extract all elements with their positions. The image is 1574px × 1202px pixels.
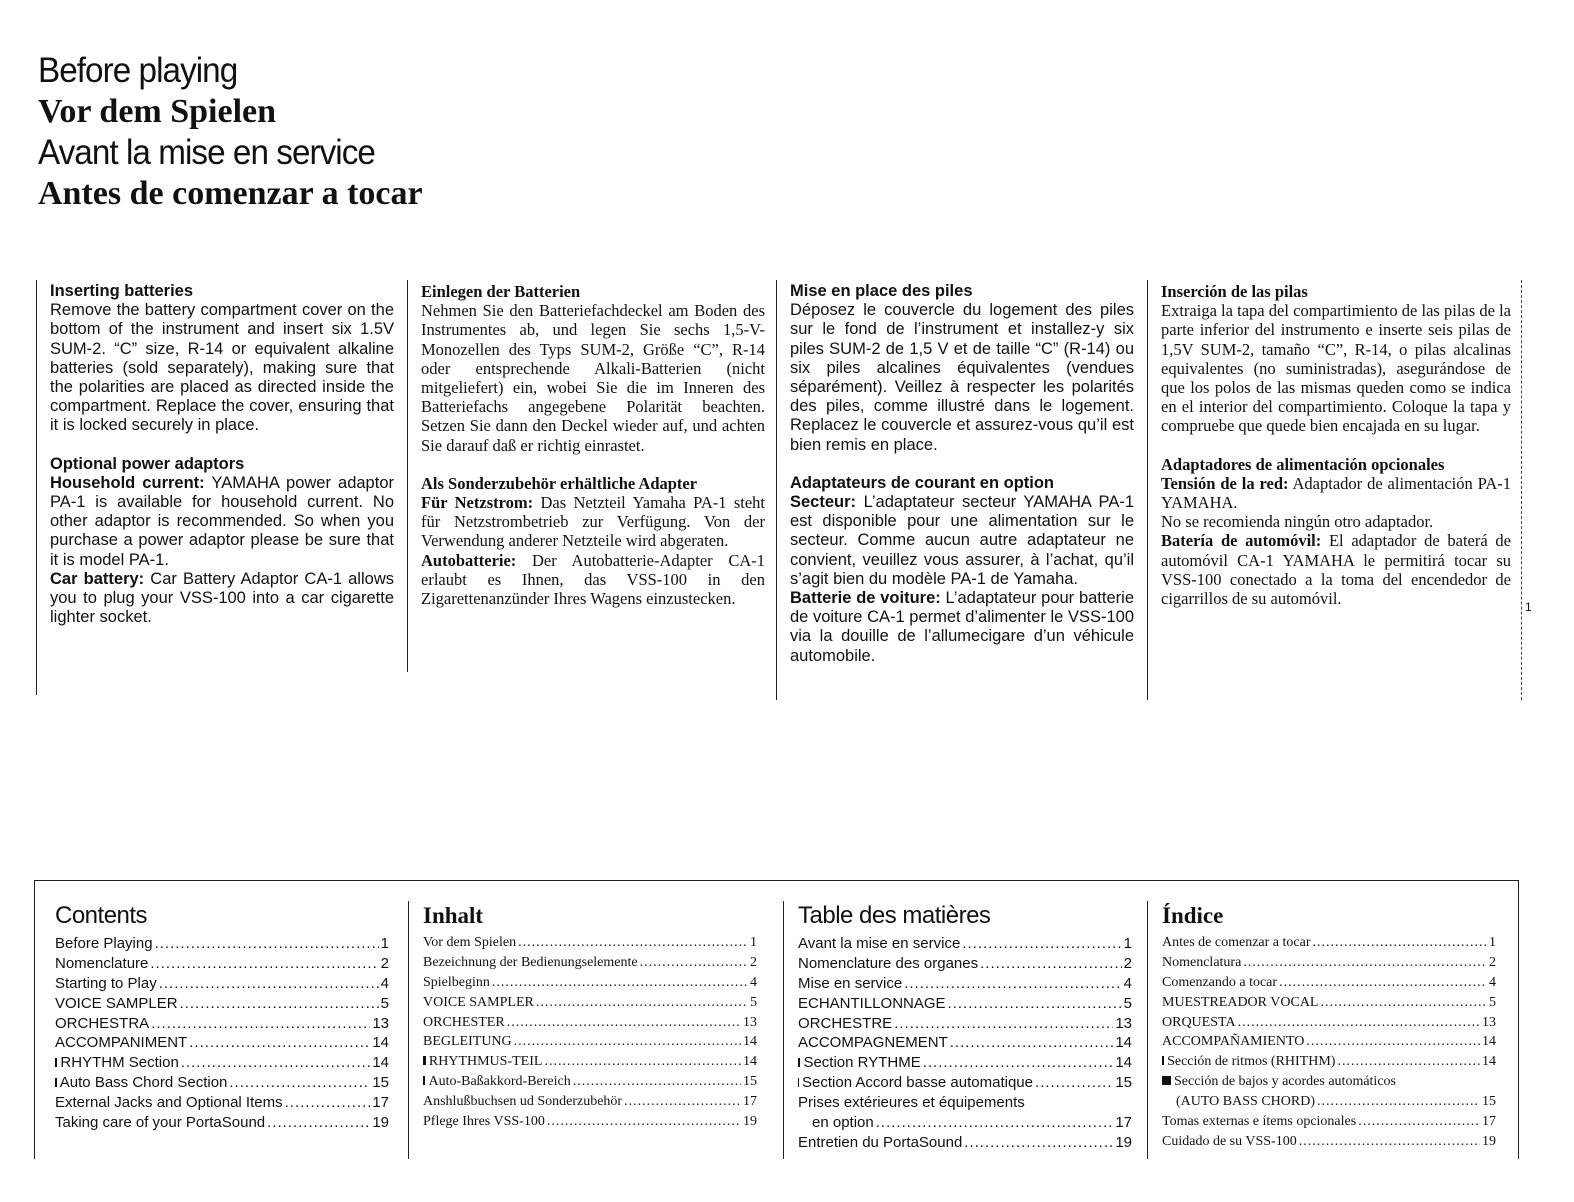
toc-item-label: Bezeichnung der Bedienungselemente: [423, 954, 638, 970]
column-spanish: [1147, 280, 1522, 700]
toc-item-label: Sección de bajos y acordes automáticos: [1174, 1074, 1396, 1090]
heading-inserting-batteries: Inserting batteries: [50, 282, 194, 300]
square-bullet-icon: [423, 1076, 425, 1085]
toc-english: [41, 901, 389, 1159]
toc-item: [1162, 955, 1496, 975]
toc-item: [423, 975, 757, 995]
text-bateria-automovil: El adaptador de baterá de automóvil CA-1 YAMAHA le permitirá tocar su VSS-100 conectado a la toma del encendedor de cigarrillos de su automóvil.: [1161, 531, 1511, 609]
label-bateria-automovil: Batería de automóvil:: [1161, 531, 1322, 551]
toc-leader-dots: [507, 1015, 741, 1031]
toc-leader-dots: [904, 975, 1121, 992]
toc-item: [1162, 1114, 1496, 1134]
toc-leader-dots: [1312, 935, 1487, 951]
toc-item-page: 15: [1482, 1094, 1496, 1110]
toc-item-page: 2: [750, 954, 757, 970]
title-fr: Avant la mise en service: [38, 133, 375, 172]
toc-item: [423, 1015, 757, 1035]
heading-adaptadores: Adaptadores de alimentación opcionales: [1161, 454, 1445, 474]
toc-item: [55, 1074, 389, 1094]
paragraph-car-battery: [50, 570, 394, 628]
toc-item-label: VOICE SAMPLER: [55, 994, 178, 1012]
paragraph-batterie-voiture: [790, 589, 1134, 666]
toc-item: [798, 1034, 1132, 1054]
toc-leader-dots: [547, 1114, 741, 1130]
toc-leader-dots: [492, 975, 748, 991]
title-de: Vor dem Spielen: [38, 93, 277, 130]
toc-item-label: Section Accord basse automatique: [802, 1074, 1033, 1092]
text-autobatterie: Der Autobatterie-Adapter CA-1 erlaubt es Ihnen, das VSS-100 in den Zigarettenanzünder Ihres Wagens einzustecken.: [421, 550, 765, 609]
toc-item-page: 5: [1489, 994, 1496, 1010]
toc-item-label: Auto Bass Chord Section: [59, 1074, 228, 1092]
toc-item-page: 14: [1482, 1054, 1496, 1070]
toc-leader-dots: [923, 1054, 1114, 1071]
toc-item-label: Cuidado de su VSS-100: [1162, 1133, 1297, 1149]
paragraph-tension-red: [1161, 474, 1511, 512]
toc-item-label: Avant la mise en service: [798, 935, 961, 952]
toc-leader-dots: [180, 995, 379, 1012]
heading-sonderzubehoer: Als Sonderzubehör erhältliche Adapter: [421, 473, 698, 493]
toc-item-page: 1: [1123, 935, 1132, 952]
toc-item-page: 1: [1489, 935, 1496, 950]
toc-item: [1162, 1094, 1496, 1114]
toc-item: [423, 1054, 757, 1074]
toc-leader-dots: [181, 1054, 371, 1071]
text-household-current: YAMAHA power adaptor PA-1 is available for household current. No other adaptor is recommended. So when you purchase a power adaptor please be sure that it is model PA-1.: [50, 473, 394, 569]
toc-item-label: MUESTREADOR VOCAL: [1162, 994, 1319, 1010]
toc-item: [55, 1054, 389, 1074]
toc-item-label: Mise en service: [798, 974, 903, 992]
heading-mise-en-place: Mise en place des piles: [790, 282, 973, 300]
toc-item: [55, 975, 389, 995]
square-bullet-icon: [1162, 1056, 1164, 1065]
toc-item: [798, 935, 1132, 955]
toc-item-page: 13: [1482, 1014, 1496, 1030]
toc-item-label: Comenzando a tocar: [1162, 974, 1278, 990]
toc-item: [798, 1054, 1132, 1074]
toc-leader-dots: [267, 1114, 370, 1131]
toc-item-page: 5: [380, 994, 389, 1012]
toc-item: [798, 955, 1132, 975]
toc-item-page: 5: [750, 994, 757, 1010]
toc-list-german: [423, 935, 757, 1134]
toc-item-label: RHYTHMUS-TEIL: [428, 1054, 543, 1070]
toc-leader-dots: [1337, 1054, 1480, 1070]
toc-leader-dots: [514, 1034, 741, 1050]
paragraph-bateria-automovil: [1161, 531, 1511, 608]
toc-leader-dots: [150, 955, 378, 972]
toc-item-page: 2: [1123, 954, 1132, 972]
paragraph-einlegen-batterien: Nehmen Sie den Batteriefachdeckel am Boden des Instrumentes ab, und legen Sie sechs 1,5-V-Monozellen des Typs SUM-2, Größe “C”, R-14 oder entsprechende Alkali-Batterien (nicht mitgeliefert) ein, wobei Sie die im Inneren des Batteriefachs angegebene Polarität beachten. Setzen Sie dann den Deckel wieder auf, und achten Sie darauf daß er richtig einrastet.: [421, 301, 765, 455]
toc-leader-dots: [285, 1094, 371, 1111]
toc-item-page: 14: [743, 1034, 757, 1050]
label-car-battery: Car battery:: [50, 569, 145, 588]
toc-item-label: Tomas externas e ítems opcionales: [1162, 1114, 1357, 1130]
toc-item-page: 17: [743, 1094, 757, 1110]
toc-item: [55, 1015, 389, 1035]
paragraph-inserting-batteries: Remove the battery compartment cover on the bottom of the instrument and insert six 1.5V SUM-2. “C” size, R-14 or equivalent alkaline batteries (sold separately), making sure that the polarities are placed as directed inside the compartment. Replace the cover, ensuring that it is locked securely in place.: [50, 301, 394, 435]
toc-german: [408, 901, 757, 1159]
toc-item-page: 14: [1115, 1034, 1132, 1052]
toc-spanish: [1147, 901, 1496, 1159]
toc-leader-dots: [964, 1134, 1113, 1151]
toc-item: [55, 1114, 389, 1134]
toc-item-label: External Jacks and Optional Items: [55, 1094, 283, 1112]
toc-item-label: Section RYTHME: [803, 1054, 921, 1072]
paragraph-autobatterie: [421, 551, 765, 609]
toc-item: [55, 955, 389, 975]
column-english: [36, 280, 394, 695]
toc-list-english: [55, 935, 389, 1134]
toc-item: [55, 995, 389, 1015]
toc-leader-dots: [1358, 1114, 1480, 1130]
toc-leader-dots: [151, 1015, 370, 1032]
toc-item-label: en option: [812, 1114, 874, 1132]
toc-item: [798, 975, 1132, 995]
toc-item: [1162, 995, 1496, 1015]
title-es: Antes de comenzar a tocar: [38, 175, 423, 212]
heading-power-adaptors: Optional power adaptors: [50, 454, 245, 473]
toc-leader-dots: [544, 1054, 741, 1070]
table-of-contents-box: [34, 880, 1519, 1159]
toc-item-label: Nomenclature des organes: [798, 954, 979, 972]
toc-item: [798, 1114, 1132, 1134]
label-batterie-voiture: Batterie de voiture:: [790, 589, 941, 608]
toc-item-label: Antes de comenzar a tocar: [1162, 935, 1311, 950]
toc-item-label: Spielbeginn: [423, 974, 490, 990]
toc-item-label: ECHANTILLONNAGE: [798, 994, 946, 1012]
toc-item-page: 17: [1115, 1114, 1132, 1132]
toc-item-page: 13: [1115, 1014, 1132, 1032]
toc-item-page: 19: [1482, 1133, 1496, 1149]
title-block: [38, 50, 423, 214]
toc-leader-dots: [1238, 1015, 1480, 1031]
toc-leader-dots: [536, 995, 748, 1011]
toc-item-page: 17: [372, 1094, 389, 1112]
toc-item: [798, 1015, 1132, 1035]
column-german: [407, 280, 765, 672]
paragraph-no-recomienda: No se recomienda ningún otro adaptador.: [1161, 512, 1434, 532]
toc-item-label: ACCOMPAÑAMIENTO: [1162, 1034, 1305, 1050]
toc-title-spanish: Índice: [1162, 903, 1224, 928]
toc-leader-dots: [189, 1034, 370, 1051]
toc-item-page: 5: [1123, 994, 1132, 1012]
heading-adaptateurs: Adaptateurs de courant en option: [790, 473, 1055, 492]
toc-item: [1162, 1015, 1496, 1035]
toc-leader-dots: [624, 1094, 741, 1110]
toc-leader-dots: [1035, 1074, 1113, 1091]
toc-item-label: Entretien du PortaSound: [798, 1133, 963, 1151]
square-bullet-icon: [1162, 1076, 1171, 1085]
toc-item-page: 1: [750, 935, 757, 950]
toc-leader-dots: [518, 935, 748, 951]
toc-item: [423, 995, 757, 1015]
toc-leader-dots: [950, 1034, 1114, 1051]
toc-title-english: Contents: [55, 902, 148, 929]
toc-item-page: 2: [1489, 954, 1496, 970]
toc-leader-dots: [229, 1074, 370, 1091]
toc-item-label: Before Playing: [55, 935, 153, 952]
heading-einlegen-batterien: Einlegen der Batterien: [421, 282, 581, 301]
toc-item-label: Taking care of your PortaSound: [55, 1114, 266, 1132]
toc-item-page: 4: [1489, 974, 1496, 990]
toc-item-label: ORCHESTRE: [798, 1014, 893, 1032]
text-netzstrom: Das Netzteil Yamaha PA-1 steht für Netzstrombetrieb zur Verfügung. Von der Verwendung anderer Netzteile wird abgeraten.: [421, 493, 765, 551]
paragraph-secteur: [790, 493, 1134, 589]
paragraph-mise-en-place: Déposez le couvercle du logement des piles sur le fond de l’instrument et installez-y six piles SUM-2 de 1,5 V et de taille “C” (R-14) ou six piles alcalines équivalentes (vendues séparément). Veillez à respecter les polarités des piles, comme illustré dans le logement. Replacez le couvercle et assurez-vous qu’il est bien remis en place.: [790, 301, 1134, 454]
toc-item-label: Anshlußbuchsen ud Sonderzubehör: [423, 1094, 623, 1110]
toc-item: [1162, 1074, 1496, 1094]
toc-item-page: 13: [743, 1014, 757, 1030]
label-tension-red: Tensión de la red:: [1161, 473, 1289, 493]
label-household-current: Household current:: [50, 473, 205, 492]
toc-item-label: Prises extérieures et équipements: [798, 1094, 1025, 1112]
column-french: [776, 280, 1134, 700]
toc-item-page: 15: [372, 1074, 389, 1092]
toc-item-page: 14: [1482, 1034, 1496, 1050]
toc-item-label: (AUTO BASS CHORD): [1176, 1094, 1315, 1110]
toc-item: [798, 1094, 1132, 1114]
toc-list-french: [798, 935, 1132, 1154]
square-bullet-icon: [423, 1056, 426, 1065]
toc-french: [783, 901, 1132, 1159]
toc-leader-dots: [948, 995, 1122, 1012]
toc-item: [1162, 1134, 1496, 1154]
toc-leader-dots: [980, 955, 1122, 972]
label-netzstrom: Für Netzstrom:: [421, 493, 534, 513]
toc-item-label: ORCHESTRA: [55, 1014, 150, 1032]
toc-item-page: 14: [1115, 1054, 1132, 1072]
toc-title-german: Inhalt: [423, 903, 484, 928]
text-secteur: L’adaptateur secteur YAMAHA PA-1 est disponible pour une alimentation sur le secteur. Comme aucun autre adaptateur ne convient, veuillez vous assurer, à l’achat, qu’il s’agit bien du modèle PA-1 de Yamaha.: [790, 493, 1134, 588]
toc-item-label: ACCOMPAGNEMENT: [798, 1034, 948, 1052]
toc-item-page: 13: [372, 1014, 389, 1032]
toc-leader-dots: [894, 1015, 1113, 1032]
toc-item-label: Nomenclature: [55, 954, 149, 972]
toc-item-label: ORQUESTA: [1162, 1014, 1236, 1030]
toc-item-page: 1: [380, 935, 389, 952]
toc-item-page: 19: [743, 1114, 757, 1130]
toc-item: [1162, 1054, 1496, 1074]
toc-item: [1162, 935, 1496, 955]
text-batterie-voiture: L’adaptateur pour batterie de voiture CA-1 permet d’alimenter le VSS-100 via la douille de l’allumecigare d’un véhicule automobile.: [790, 589, 1134, 665]
toc-item-label: Pflege Ihres VSS-100: [423, 1114, 545, 1130]
paragraph-insercion-pilas: Extraiga la tapa del compartimiento de las pilas de la parte inferior del instrumento e inserte seis pilas de 1,5V SUM-2, tamaño “C”, R-14, o pilas alcalinas equivalentes (no suministradas), asegurándose de que los polos de las mismas queden como se indica en el interior del compartimiento. Coloque la tapa y compruebe que quede bien encajada en su lugar.: [1161, 301, 1511, 436]
toc-item-page: 4: [750, 974, 757, 990]
square-bullet-icon: [798, 1078, 799, 1087]
toc-leader-dots: [155, 935, 379, 952]
toc-item-page: 15: [1115, 1074, 1132, 1092]
toc-item-page: 14: [743, 1054, 757, 1070]
toc-item-page: 19: [1115, 1133, 1132, 1151]
toc-item-label: Auto-Baßakkord-Bereich: [428, 1074, 571, 1090]
toc-leader-dots: [962, 935, 1121, 952]
toc-item: [423, 955, 757, 975]
toc-leader-dots: [876, 1114, 1114, 1131]
toc-leader-dots: [1243, 955, 1487, 971]
square-bullet-icon: [798, 1058, 800, 1067]
text-tension-red: Adaptador de alimentación PA-1 YAMAHA.: [1161, 473, 1512, 513]
toc-item-label: VOICE SAMPLER: [423, 994, 534, 1010]
toc-leader-dots: [1317, 1094, 1480, 1110]
toc-leader-dots: [1299, 1134, 1480, 1150]
toc-item: [423, 1094, 757, 1114]
square-bullet-icon: [55, 1058, 57, 1067]
toc-item-page: 15: [743, 1074, 757, 1090]
toc-leader-dots: [1320, 995, 1487, 1011]
toc-item-page: 14: [372, 1054, 389, 1072]
toc-item: [423, 935, 757, 955]
text-car-battery: Car Battery Adaptor CA-1 allows you to plug your VSS-100 into a car cigarette lighter socket.: [50, 569, 394, 627]
toc-item: [55, 1034, 389, 1054]
toc-item-label: Nomenclatura: [1162, 954, 1242, 970]
title-en: Before playing: [38, 51, 238, 90]
toc-item-label: Sección de ritmos (RHITHM): [1167, 1054, 1336, 1070]
toc-leader-dots: [573, 1074, 741, 1090]
toc-item-label: RHYTHM Section: [60, 1054, 179, 1072]
toc-item-label: ACCOMPANIMENT: [55, 1034, 188, 1052]
toc-item-page: 14: [372, 1034, 389, 1052]
toc-list-spanish: [1162, 935, 1496, 1154]
toc-item: [1162, 975, 1496, 995]
toc-leader-dots: [640, 955, 748, 971]
toc-item-page: 19: [372, 1114, 389, 1132]
label-secteur: Secteur:: [790, 493, 857, 512]
toc-leader-dots: [1306, 1034, 1480, 1050]
page-number: 1: [1525, 600, 1532, 614]
paragraph-household-current: [50, 474, 394, 570]
toc-item-label: Vor dem Spielen: [423, 935, 517, 950]
toc-item: [798, 1134, 1132, 1154]
heading-insercion-pilas: Inserción de las pilas: [1161, 282, 1308, 301]
toc-title-french: Table des matières: [798, 902, 991, 929]
toc-item: [1162, 1034, 1496, 1054]
toc-item: [798, 1074, 1132, 1094]
toc-item-label: ORCHESTER: [423, 1014, 505, 1030]
toc-item-label: BEGLEITUNG: [423, 1034, 512, 1050]
toc-item-page: 4: [1123, 974, 1132, 992]
toc-item: [423, 1034, 757, 1054]
toc-leader-dots: [1279, 975, 1487, 991]
toc-item: [55, 935, 389, 955]
toc-item-page: 17: [1482, 1114, 1496, 1130]
toc-item: [55, 1094, 389, 1114]
toc-item-page: 2: [380, 954, 389, 972]
toc-item: [423, 1114, 757, 1134]
label-autobatterie: Autobatterie:: [421, 550, 517, 570]
toc-item-label: Starting to Play: [55, 974, 157, 992]
square-bullet-icon: [55, 1078, 57, 1087]
paragraph-netzstrom: [421, 493, 765, 551]
toc-leader-dots: [159, 975, 379, 992]
toc-item-page: 4: [380, 974, 389, 992]
toc-item: [423, 1074, 757, 1094]
toc-item: [798, 995, 1132, 1015]
